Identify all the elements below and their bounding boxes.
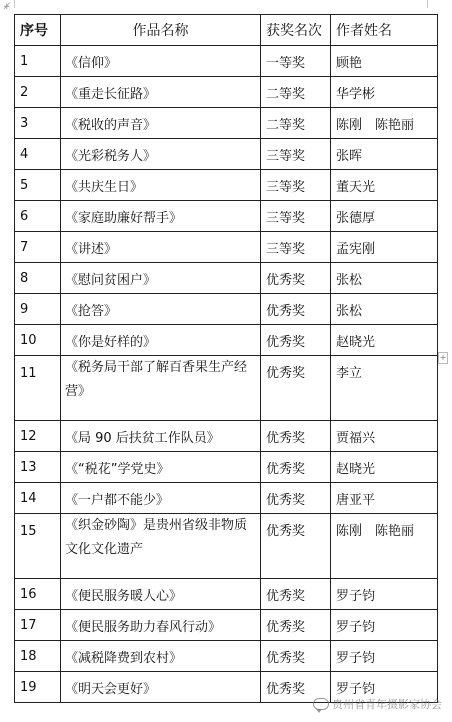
cell-award: 三等奖 xyxy=(261,139,331,170)
cell-author: 顾艳 xyxy=(331,46,438,77)
table-row xyxy=(15,579,438,610)
cell-no: 4 xyxy=(15,139,61,170)
cell-no: 13 xyxy=(15,452,61,483)
cell-no: 2 xyxy=(15,77,61,108)
cell-no: 11 xyxy=(15,356,61,421)
table-resize-marker-icon[interactable]: + xyxy=(439,353,447,362)
cell-title: 《局 90 后扶贫工作队员》 xyxy=(61,421,261,452)
cell-title: 《家庭助廉好帮手》 xyxy=(61,201,261,232)
cell-title: 《光彩税务人》 xyxy=(61,139,261,170)
header-author: 作者姓名 xyxy=(331,15,438,46)
cell-title: 《税务局干部了解百香果生产经营》 xyxy=(61,356,261,421)
cell-award: 三等奖 xyxy=(261,170,331,201)
cell-award: 一等奖 xyxy=(261,46,331,77)
table-row xyxy=(15,641,438,672)
cell-no: 16 xyxy=(15,579,61,610)
cell-title: 《抢答》 xyxy=(61,294,261,325)
cell-title: 《“税花”学党史》 xyxy=(61,452,261,483)
cell-author: 唐亚平 xyxy=(331,483,438,514)
cell-author: 陈刚 陈艳丽 xyxy=(331,108,438,139)
cell-title: 《便民服务助力春风行动》 xyxy=(61,610,261,641)
cell-award: 优秀奖 xyxy=(261,263,331,294)
table-row xyxy=(15,170,438,201)
cell-author: 张晖 xyxy=(331,139,438,170)
cell-award: 二等奖 xyxy=(261,77,331,108)
header-title: 作品名称 xyxy=(61,15,261,46)
cell-no: 5 xyxy=(15,170,61,201)
cell-award: 优秀奖 xyxy=(261,483,331,514)
cell-author: 李立 xyxy=(331,356,438,421)
table-row xyxy=(15,452,438,483)
cell-award: 优秀奖 xyxy=(261,514,331,579)
cell-award: 优秀奖 xyxy=(261,672,331,703)
cell-award: 优秀奖 xyxy=(261,294,331,325)
cell-no: 19 xyxy=(15,672,61,703)
cell-no: 18 xyxy=(15,641,61,672)
cell-award: 优秀奖 xyxy=(261,610,331,641)
cell-author: 罗子钧 xyxy=(331,579,438,610)
table-row xyxy=(15,294,438,325)
table-row xyxy=(15,263,438,294)
cell-no: 9 xyxy=(15,294,61,325)
table-row xyxy=(15,232,438,263)
cell-no: 3 xyxy=(15,108,61,139)
table-row xyxy=(15,356,438,421)
cell-no: 7 xyxy=(15,232,61,263)
cell-title: 《一户都不能少》 xyxy=(61,483,261,514)
table-row xyxy=(15,483,438,514)
table-row xyxy=(15,46,438,77)
cell-title: 《共庆生日》 xyxy=(61,170,261,201)
cell-no: 10 xyxy=(15,325,61,356)
watermark-text: 贵州省青年摄影家协会 xyxy=(332,698,442,711)
page-margin-marker-right xyxy=(427,0,428,8)
cell-award: 优秀奖 xyxy=(261,452,331,483)
cell-title: 《重走长征路》 xyxy=(61,77,261,108)
cell-award: 优秀奖 xyxy=(261,421,331,452)
cell-author: 华学彬 xyxy=(331,77,438,108)
cell-author: 罗子钧 xyxy=(331,672,438,703)
cell-no: 15 xyxy=(15,514,61,579)
cell-award: 优秀奖 xyxy=(261,325,331,356)
cell-title: 《织金砂陶》是贵州省级非物质文化文化遗产 xyxy=(61,514,261,579)
cell-award: 优秀奖 xyxy=(261,641,331,672)
cell-author: 罗子钧 xyxy=(331,641,438,672)
cell-award: 优秀奖 xyxy=(261,579,331,610)
awards-table xyxy=(14,14,438,703)
cell-no: 1 xyxy=(15,46,61,77)
cell-author: 赵晓光 xyxy=(331,452,438,483)
header-award: 获奖名次 xyxy=(261,15,331,46)
watermark xyxy=(313,696,442,712)
cell-title: 《信仰》 xyxy=(61,46,261,77)
cell-no: 14 xyxy=(15,483,61,514)
wechat-icon xyxy=(313,698,329,710)
cell-no: 8 xyxy=(15,263,61,294)
cell-award: 三等奖 xyxy=(261,232,331,263)
cell-title: 《税收的声音》 xyxy=(61,108,261,139)
cell-title: 《讲述》 xyxy=(61,232,261,263)
table-row xyxy=(15,77,438,108)
cell-title: 《便民服务暖人心》 xyxy=(61,579,261,610)
cell-author: 张松 xyxy=(331,263,438,294)
cell-title: 《你是好样的》 xyxy=(61,325,261,356)
cell-no: 17 xyxy=(15,610,61,641)
table-row xyxy=(15,514,438,579)
cell-title: 《减税降费到农村》 xyxy=(61,641,261,672)
cell-author: 张德厚 xyxy=(331,201,438,232)
cell-award: 二等奖 xyxy=(261,108,331,139)
cell-author: 陈刚 陈艳丽 xyxy=(331,514,438,579)
cell-award: 优秀奖 xyxy=(261,356,331,421)
cell-no: 6 xyxy=(15,201,61,232)
cell-author: 董天光 xyxy=(331,170,438,201)
cell-author: 罗子钧 xyxy=(331,610,438,641)
table-row xyxy=(15,610,438,641)
cell-award: 三等奖 xyxy=(261,201,331,232)
cell-title: 《明天会更好》 xyxy=(61,672,261,703)
header-no: 序号 xyxy=(15,15,61,46)
table-header-row xyxy=(15,15,438,46)
table-row xyxy=(15,421,438,452)
cell-author: 张松 xyxy=(331,294,438,325)
table-move-handle-icon[interactable]: +̸ xyxy=(3,2,11,12)
table-row xyxy=(15,139,438,170)
cell-author: 孟宪刚 xyxy=(331,232,438,263)
table-row xyxy=(15,201,438,232)
cell-author: 贾福兴 xyxy=(331,421,438,452)
table-row xyxy=(15,325,438,356)
cell-no: 12 xyxy=(15,421,61,452)
page-margin-marker-left xyxy=(14,0,15,8)
cell-author: 赵晓光 xyxy=(331,325,438,356)
cell-title: 《慰问贫困户》 xyxy=(61,263,261,294)
table-row xyxy=(15,108,438,139)
